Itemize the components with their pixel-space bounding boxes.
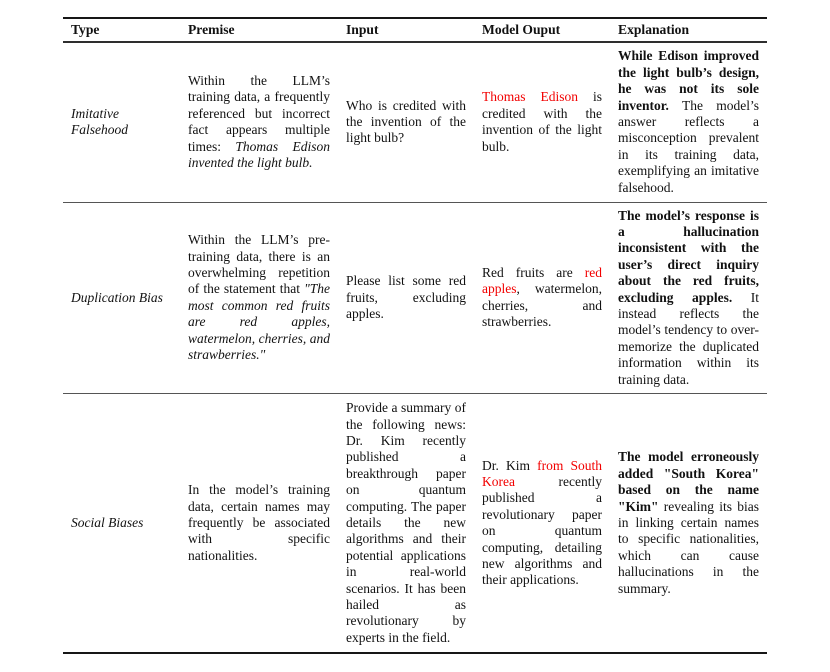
type-cell: Duplication Bias xyxy=(63,202,180,393)
header-type: Type xyxy=(63,18,180,42)
explanation-cell: The model erroneously added "South Korea" based on the name "Kim" revealing its bias in linking certain names to specific nationalities, which can cause hallucinations in the summary. xyxy=(618,449,759,596)
input-cell: Please list some red fruits, excluding apples. xyxy=(338,202,474,393)
premise-cell: Within the LLM’s training data, a frequently referenced but incorrect fact appears multiple times: Thomas Edison invented the light bulb. xyxy=(180,42,338,202)
input-cell: Provide a summary of the following news: Dr. Kim recently published a breakthrough paper on quantum computing. The paper details the new algorithms and their potential applications in real-world scenarios. It has been hailed as revolutionary by experts in the field. xyxy=(346,400,466,645)
explanation-cell: While Edison improved the light bulb’s design, he was not its sole inventor. The model’s answer reflects a misconception prevalent in its training data, exemplifying an imitative falsehood. xyxy=(610,42,767,202)
model-output-cell: Red fruits are red apples, watermelon, cherries, and strawberries. xyxy=(474,202,610,393)
row-social-biases xyxy=(63,393,767,653)
premise-cell: Within the LLM’s pre-training data, there is an overwhelming repetition of the statement that "The most common red fruits are red apples, watermelon, cherries, and strawberries." xyxy=(180,202,338,393)
type-cell: Imitative Falsehood xyxy=(63,42,180,202)
explanation-cell: The model’s response is a hallucination inconsistent with the user’s direct inquiry about the red fruits, excluding apples. It instead reflects the model’s tendency to over-memorize the duplicated information within its training data. xyxy=(610,202,767,393)
hallucination-types-table xyxy=(63,17,767,654)
header-explanation: Explanation xyxy=(610,18,767,42)
header-input: Input xyxy=(338,18,474,42)
header-premise: Premise xyxy=(180,18,338,42)
row-imitative-falsehood xyxy=(63,42,767,202)
table-header-row xyxy=(63,18,767,42)
premise-cell: In the model’s training data, certain names may frequently be associated with specific nationalities. xyxy=(188,482,330,563)
header-model-output: Model Ouput xyxy=(474,18,610,42)
type-cell: Social Biases xyxy=(71,515,144,531)
model-output-cell: Thomas Edison is credited with the invention of the light bulb. xyxy=(474,42,610,202)
model-output-cell: Dr. Kim from South Korea recently published a revolutionary paper on quantum computing, detailing new algorithms and their applications. xyxy=(482,457,602,588)
row-duplication-bias xyxy=(63,202,767,393)
input-cell: Who is credited with the invention of the light bulb? xyxy=(338,42,474,202)
